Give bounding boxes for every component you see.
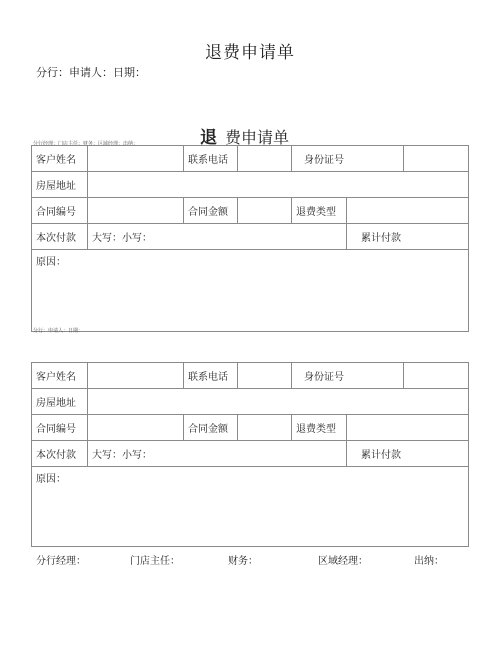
contract-no-field[interactable] (88, 198, 184, 224)
table-row (32, 467, 469, 547)
table-row (32, 146, 469, 172)
customer-name-field[interactable] (88, 363, 184, 389)
refund-type-field[interactable] (347, 415, 469, 441)
table-row (32, 250, 469, 332)
branch-manager-signature: 分行经理： (36, 556, 86, 567)
table-row (32, 172, 469, 198)
table-row (32, 224, 469, 250)
refund-type-label: 退费类型 (292, 415, 347, 441)
second-form-title-first-char: 退 (200, 128, 217, 148)
refund-type-label: 退费类型 (292, 198, 347, 224)
finance-signature: 财务： (228, 556, 258, 567)
refund-type-field[interactable] (347, 198, 469, 224)
table-row (32, 389, 469, 415)
second-form-title-rest: 费申请单 (225, 128, 290, 147)
phone-label: 联系电话 (184, 363, 238, 389)
customer-name-label: 客户姓名 (32, 363, 88, 389)
tiny-signature-line: 分行经理：门店主任：财务：区域经理：出纳： (33, 141, 139, 147)
customer-name-label: 客户姓名 (32, 146, 88, 172)
amount-words-field[interactable]: 大写：小写： (88, 441, 347, 467)
address-label: 房屋地址 (32, 389, 88, 415)
payment-now-label: 本次付款 (32, 441, 88, 467)
table-row (32, 198, 469, 224)
tiny-applicant-line: 分行：申请人：日期： (33, 328, 84, 334)
area-manager-signature: 区域经理： (318, 556, 368, 567)
id-number-field[interactable] (404, 363, 469, 389)
cashier-signature: 出纳： (414, 556, 444, 567)
id-number-label: 身份证号 (292, 146, 404, 172)
address-label: 房屋地址 (32, 172, 88, 198)
address-field[interactable] (88, 389, 469, 415)
contract-no-label: 合同编号 (32, 415, 88, 441)
phone-field[interactable] (238, 363, 292, 389)
contract-no-label: 合同编号 (32, 198, 88, 224)
table-row (32, 363, 469, 389)
address-field[interactable] (88, 172, 469, 198)
phone-label: 联系电话 (184, 146, 238, 172)
refund-form-table-1 (31, 145, 469, 332)
reason-field[interactable]: 原因： (32, 250, 469, 332)
payment-now-label: 本次付款 (32, 224, 88, 250)
store-director-signature: 门店主任： (130, 556, 180, 567)
contract-no-field[interactable] (88, 415, 184, 441)
contract-amount-field[interactable] (238, 415, 292, 441)
contract-amount-label: 合同金额 (184, 198, 238, 224)
id-number-field[interactable] (404, 146, 469, 172)
cumulative-payment-label: 累计付款 (347, 441, 469, 467)
applicant-line: 分行：申请人：日期： (36, 66, 146, 79)
page-title: 退费申请单 (205, 43, 295, 63)
table-row (32, 415, 469, 441)
contract-amount-field[interactable] (238, 198, 292, 224)
refund-form-table-2 (31, 362, 469, 547)
customer-name-field[interactable] (88, 146, 184, 172)
phone-field[interactable] (238, 146, 292, 172)
id-number-label: 身份证号 (292, 363, 404, 389)
contract-amount-label: 合同金额 (184, 415, 238, 441)
cumulative-payment-label: 累计付款 (347, 224, 469, 250)
reason-field[interactable]: 原因： (32, 467, 469, 547)
amount-words-field[interactable]: 大写：小写： (88, 224, 347, 250)
table-row (32, 441, 469, 467)
